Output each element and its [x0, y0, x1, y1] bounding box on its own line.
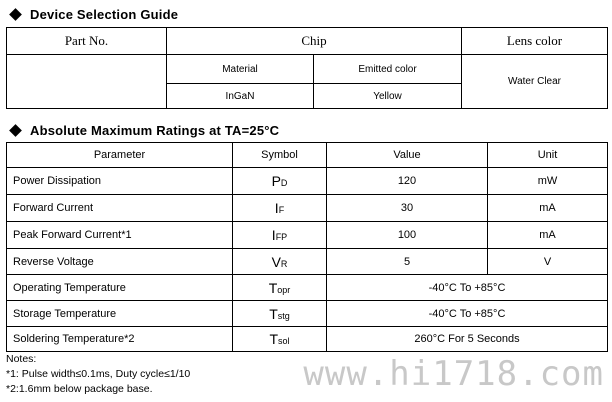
chip-header: Chip [167, 28, 462, 55]
value-cell: 260°C For 5 Seconds [327, 327, 608, 352]
device-selection-table [6, 27, 608, 109]
symbol-header: Symbol [233, 143, 327, 168]
selection-guide-heading [8, 5, 178, 23]
ratings-table [6, 142, 608, 352]
material-cell: InGaN [167, 84, 314, 109]
table-row [7, 301, 608, 327]
symbol-cell [233, 275, 327, 301]
symbol-subscript: sol [278, 336, 290, 346]
note-item: *1: Pulse width≤0.1ms, Duty cycle≤1/10 [6, 368, 191, 380]
parameter-cell: Reverse Voltage [7, 249, 233, 275]
part-no-cell [7, 55, 167, 109]
parameter-cell: Operating Temperature [7, 275, 233, 301]
value-cell: 100 [327, 222, 488, 249]
symbol-cell [233, 195, 327, 222]
unit-cell: mA [488, 195, 608, 222]
symbol-subscript: opr [277, 284, 291, 295]
symbol-main: I [271, 227, 276, 243]
note-item: *2:1.6mm below package base. [6, 383, 153, 395]
symbol-cell [233, 327, 327, 352]
value-cell: 30 [327, 195, 488, 222]
parameter-header: Parameter [7, 143, 233, 168]
symbol-main: P [271, 173, 281, 189]
symbol-cell [233, 249, 327, 275]
diamond-bullet-icon [9, 8, 22, 21]
symbol-main: T [269, 331, 279, 347]
part-no-header: Part No. [7, 28, 167, 55]
emitted-color-cell: Yellow [314, 84, 462, 109]
symbol-subscript: D [280, 178, 288, 188]
notes [6, 352, 306, 397]
parameter-cell: Storage Temperature [7, 301, 233, 327]
table-row [7, 249, 608, 275]
unit-cell: V [488, 249, 608, 275]
table-row [7, 327, 608, 352]
value-header: Value [327, 143, 488, 168]
diamond-bullet-icon [9, 124, 22, 137]
value-cell: -40°C To +85°C [327, 275, 608, 301]
parameter-cell: Peak Forward Current*1 [7, 222, 233, 249]
lens-color-header: Lens color [462, 28, 608, 55]
symbol-subscript: FP [275, 232, 288, 242]
symbol-main: V [271, 253, 281, 270]
value-cell: 120 [327, 168, 488, 195]
symbol-subscript: R [280, 258, 288, 269]
symbol-cell [233, 222, 327, 249]
parameter-cell: Soldering Temperature*2 [7, 327, 233, 352]
symbol-cell [233, 301, 327, 327]
symbol-main: T [268, 279, 278, 296]
unit-cell: mW [488, 168, 608, 195]
ratings-title: Absolute Maximum Ratings at TA=25°C [30, 122, 280, 138]
symbol-subscript: stg [277, 310, 290, 321]
material-header: Material [167, 55, 314, 84]
notes-heading: Notes: [6, 353, 37, 365]
unit-cell: mA [488, 222, 608, 249]
symbol-cell [233, 168, 327, 195]
symbol-main: I [274, 200, 279, 216]
table-row [7, 222, 608, 249]
table-row [7, 275, 608, 301]
unit-header: Unit [488, 143, 608, 168]
table-row [7, 168, 608, 195]
ratings-heading [8, 121, 279, 139]
value-cell: 5 [327, 249, 488, 275]
lens-color-cell: Water Clear [462, 55, 608, 109]
symbol-subscript: F [278, 205, 285, 215]
parameter-cell: Power Dissipation [7, 168, 233, 195]
emitted-color-header: Emitted color [314, 55, 462, 84]
watermark: www.hi1718.com [303, 354, 604, 394]
value-cell: -40°C To +85°C [327, 301, 608, 327]
table-row [7, 195, 608, 222]
parameter-cell: Forward Current [7, 195, 233, 222]
selection-guide-title: Device Selection Guide [30, 6, 179, 22]
symbol-main: T [269, 305, 278, 322]
